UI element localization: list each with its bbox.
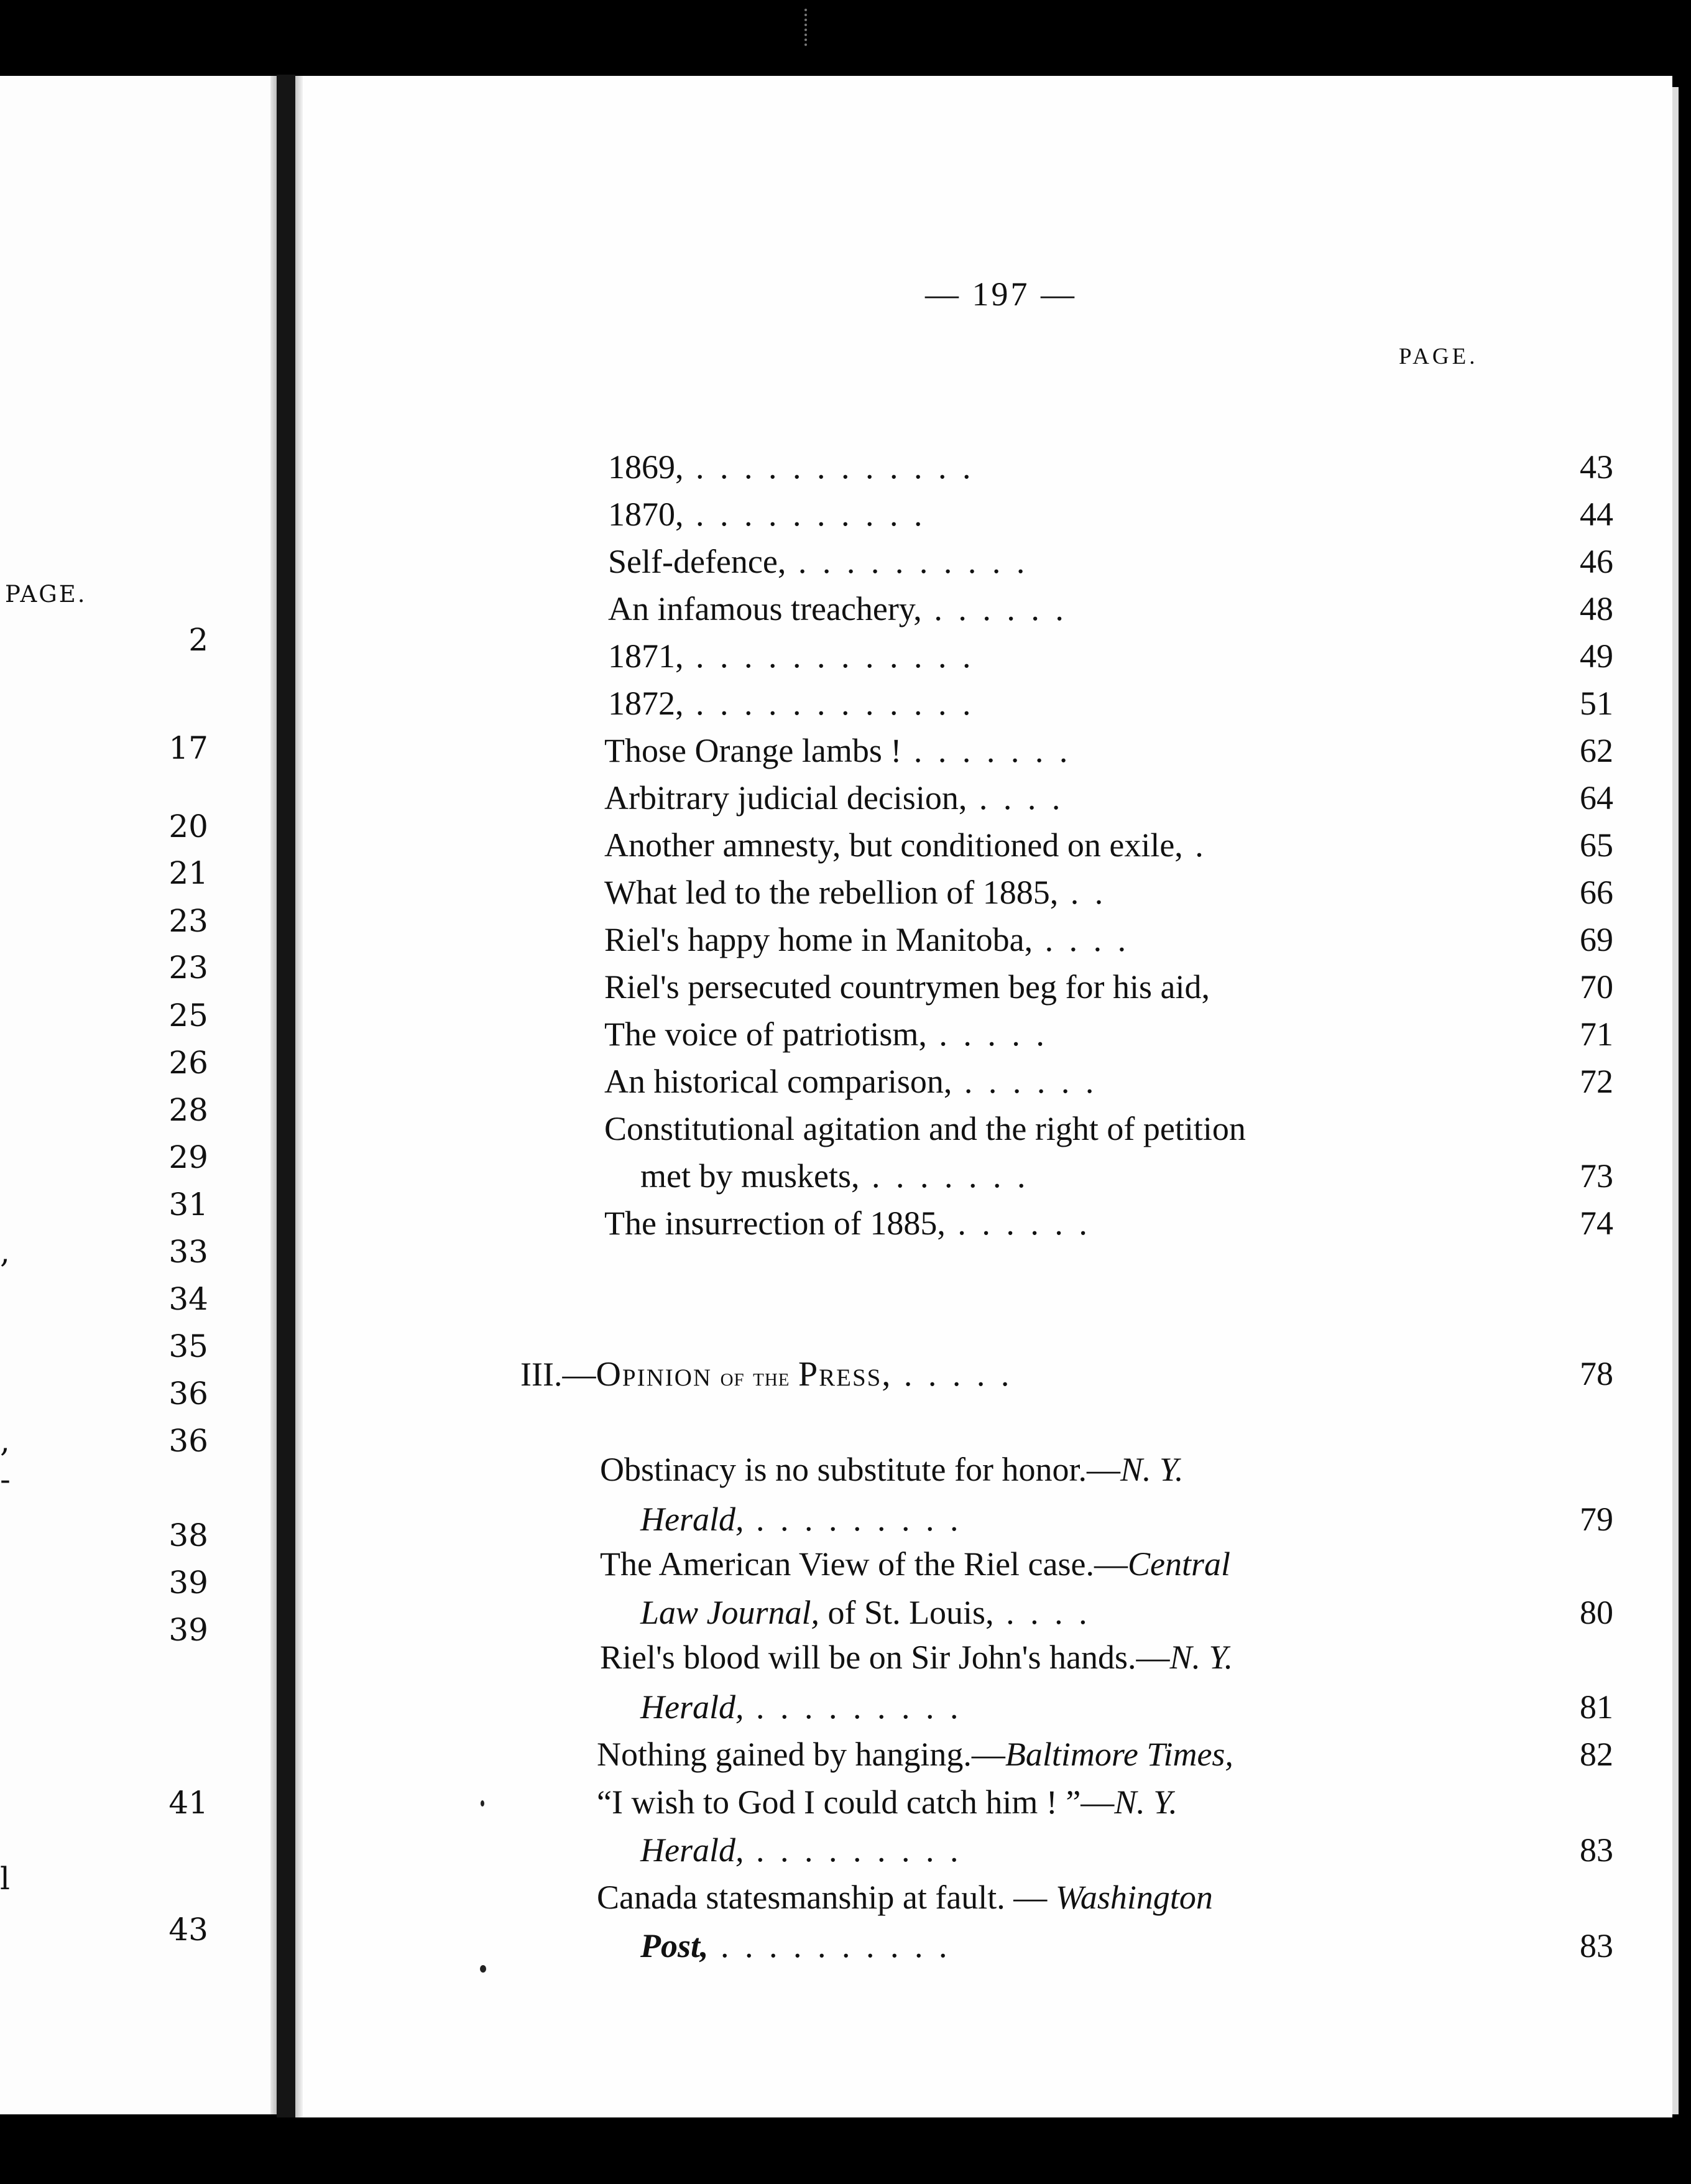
ink-speck [480,1965,486,1973]
left-page-number: 2 [188,622,208,658]
press-entry-text: “I wish to God I could catch him ! ”— [597,1784,1115,1821]
page-edge [1672,87,1679,2114]
press-page-number: 80 [1580,1594,1613,1631]
press-entry-line [640,1593,1091,1632]
left-page-number: 25 [168,997,208,1034]
left-page-fragment: l [0,1861,10,1897]
left-page-number: 31 [168,1187,208,1223]
left-page-fragment: , [0,1234,10,1270]
left-page-number: 34 [168,1281,208,1317]
dot-leader: . . . . . . . . . . . . [683,685,975,722]
dot-leader: . . . . . [892,1356,1013,1393]
left-page-number: 35 [168,1328,208,1364]
toc-entry-text: What led to the rebellion of 1885, [604,874,1059,911]
toc-page-number: 46 [1580,543,1613,580]
right-page-header: PAGE. [1399,344,1478,369]
right-page [295,76,1672,2117]
left-page-number: 41 [168,1785,208,1821]
toc-entry-text: 1869, [608,448,684,486]
press-entry-text: Obstinacy is no substitute for honor.— [600,1451,1120,1488]
press-source: Herald, [640,1831,744,1869]
scan-speck [804,9,808,46]
left-page-number: 26 [168,1045,208,1081]
toc-entry-text: 1870, [608,496,684,533]
dot-leader: . . . . [993,1594,1091,1631]
dot-leader: . . . . [967,779,1064,817]
section-title-word: Opinion [596,1355,712,1394]
press-entry-line [640,1927,951,1965]
left-page-number: 21 [168,855,208,891]
toc-entry [604,779,1064,817]
press-entry-line [640,1688,962,1726]
toc-page-number: 66 [1580,874,1613,911]
left-page-number: 39 [168,1565,208,1601]
left-page-number: 36 [168,1376,208,1412]
dot-leader: . . . . . [926,1016,1048,1053]
left-page-fragment: , [0,1423,10,1459]
press-source: Herald, [640,1688,744,1726]
section-title-word: Press, [798,1355,892,1394]
toc-entry-text: met by muskets, [640,1157,860,1195]
toc-entry [640,1157,1029,1195]
press-entry-line [597,1783,1177,1821]
dot-leader: . . . . . . [952,1063,1098,1100]
dot-leader: . . . . . . . . . . [683,496,926,533]
press-entry-line [600,1450,1184,1489]
section-heading [520,1354,1013,1394]
dot-leader: . . . . . . . [859,1157,1030,1195]
section-numeral: III.— [520,1356,596,1393]
left-page-number: 38 [168,1517,208,1553]
press-entry-text: The American View of the Riel case.— [600,1545,1128,1583]
toc-page-number: 69 [1580,921,1613,958]
left-page-number: 23 [168,950,208,986]
press-page-number: 79 [1580,1501,1613,1538]
press-entry-line [600,1545,1230,1583]
dot-leader: . . . . . . [945,1205,1091,1242]
toc-page-number: 70 [1580,968,1613,1006]
press-entry-text: Canada statesmanship at fault. — [597,1879,1056,1916]
book-gutter [277,75,295,2117]
toc-entry [604,920,1130,959]
toc-entry-text: Self-defence, [608,543,786,580]
toc-page-number: 64 [1580,779,1613,817]
press-entry-text: Nothing gained by hanging.— [597,1736,1005,1773]
toc-entry-text: 1872, [608,685,684,722]
dot-leader: . . . . . . . . . . [708,1927,951,1964]
press-entry-line [597,1878,1213,1917]
toc-entry-text: The voice of patriotism, [604,1016,927,1053]
dot-leader: . . . . [1033,921,1130,958]
press-entry-line [640,1500,962,1539]
ink-speck [481,1800,484,1807]
toc-page-number: 44 [1580,496,1613,533]
left-page-number: 20 [168,808,208,844]
dot-leader: . . [1058,874,1107,911]
left-page [0,76,277,2114]
toc-entry-text: 1871, [608,637,684,675]
press-source: Law Journal, [640,1594,820,1631]
toc-entry [608,684,975,723]
press-page-number: 83 [1580,1927,1613,1964]
press-source: Washington [1055,1879,1213,1916]
toc-entry [608,495,926,534]
toc-entry-text: Riel's persecuted countrymen beg for his aid, [604,968,1210,1006]
press-source: Post, [640,1927,709,1964]
dot-leader: . . . . . . . . . [744,1688,962,1726]
section-page-number: 78 [1580,1355,1613,1392]
left-page-number: 17 [168,730,208,766]
toc-page-number: 43 [1580,448,1613,486]
left-page-number: 33 [168,1234,208,1270]
toc-entry [604,968,1210,1006]
toc-entry [608,448,975,486]
toc-page-number: 74 [1580,1205,1613,1242]
toc-entry-text: Another amnesty, but conditioned on exile, [604,826,1183,864]
toc-entry [604,826,1207,864]
press-entry-line [600,1638,1233,1677]
toc-entry-text: The insurrection of 1885, [604,1205,946,1242]
press-page-number: 81 [1580,1688,1613,1726]
press-entry-line [640,1831,962,1869]
left-page-number: 43 [168,1912,208,1948]
toc-entry-text: Constitutional agitation and the right of petition [604,1110,1246,1147]
press-page-number: 82 [1580,1736,1613,1773]
press-source: Baltimore Times, [1005,1736,1233,1773]
dot-leader: . . . . . . [921,590,1067,627]
press-source: Herald, [640,1501,744,1538]
left-page-number: 23 [168,903,208,939]
press-source: N. Y. [1114,1784,1177,1821]
toc-page-number: 51 [1580,685,1613,722]
toc-entry [604,731,1071,770]
toc-page-number: 62 [1580,732,1613,769]
dot-leader: . . . . . . . . . . . . [683,637,975,675]
toc-page-number: 73 [1580,1157,1613,1195]
toc-entry [604,1204,1091,1242]
section-title-word: of [720,1363,745,1392]
toc-entry-text: Arbitrary judicial decision, [604,779,967,817]
left-page-number: 39 [168,1612,208,1648]
toc-entry-text: An infamous treachery, [608,590,922,627]
toc-entry [608,590,1067,628]
toc-entry [608,637,975,675]
toc-entry [604,1062,1097,1101]
press-source: N. Y. [1120,1451,1184,1488]
left-page-number: 36 [168,1423,208,1459]
toc-entry [608,542,1028,581]
page-number: — 197 — [925,275,1077,313]
toc-entry-text: Those Orange lambs ! [604,732,902,769]
left-page-number: 28 [168,1092,208,1128]
toc-page-number: 49 [1580,637,1613,675]
press-entry-line [597,1735,1233,1774]
press-page-number: 83 [1580,1831,1613,1869]
toc-entry-text: An historical comparison, [604,1063,952,1100]
dot-leader: . . . . . . . . . [744,1501,962,1538]
toc-page-number: 72 [1580,1063,1613,1100]
press-source: Central [1127,1545,1230,1583]
press-entry-text: Riel's blood will be on Sir John's hands.— [600,1639,1170,1676]
left-page-header: PAGE. [5,581,87,608]
dot-leader: . . . . . . . [901,732,1072,769]
press-entry-text: of St. Louis, [819,1594,994,1631]
toc-entry-text: Riel's happy home in Manitoba, [604,921,1033,958]
dot-leader: . . . . . . . . . . [786,543,1029,580]
toc-entry [604,873,1107,912]
toc-page-number: 48 [1580,590,1613,627]
toc-entry [604,1109,1246,1148]
toc-entry [604,1015,1048,1053]
dot-leader: . [1182,826,1207,864]
press-source: N. Y. [1169,1639,1233,1676]
dot-leader: . . . . . . . . . [744,1831,962,1869]
left-page-number: 29 [168,1139,208,1175]
dot-leader: . . . . . . . . . . . . [683,448,975,486]
toc-page-number: 71 [1580,1016,1613,1053]
section-title-word: the [753,1363,790,1392]
left-page-fragment: - [0,1461,11,1497]
toc-page-number: 65 [1580,826,1613,864]
